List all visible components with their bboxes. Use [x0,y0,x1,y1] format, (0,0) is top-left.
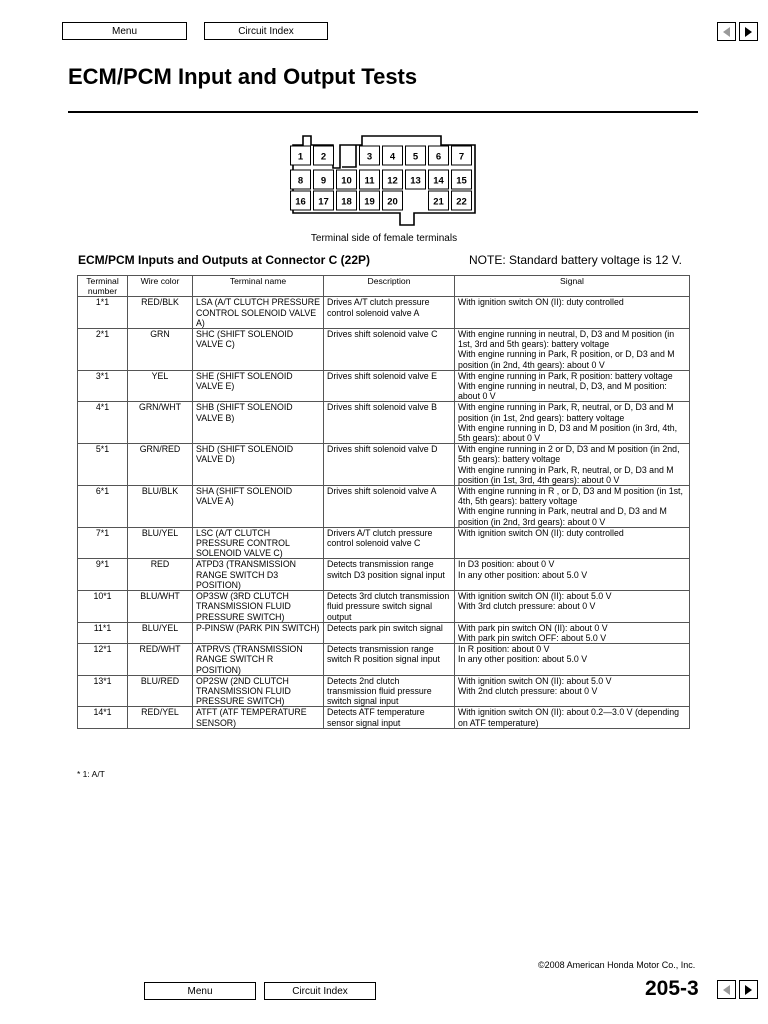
table-row [78,329,690,371]
connector-pin-label: 6 [435,151,442,163]
cell-terminal-name: SHA (SHIFT SOLENOID VALVE A) [193,486,324,528]
terminal-table [77,275,690,729]
table-row [78,486,690,528]
cell-terminal-name: ATPRVS (TRANSMISSION RANGE SWITCH R POSITION) [193,644,324,676]
cell-terminal-name: ATPD3 (TRANSMISSION RANGE SWITCH D3 POSITION) [193,559,324,591]
cell-terminal-number: 12*1 [78,644,128,676]
connector-caption: Terminal side of female terminals [310,233,458,244]
table-row [78,370,690,402]
connector-pin-label: 7 [458,151,465,163]
connector-pin-label: 4 [389,151,396,163]
cell-terminal-number: 11*1 [78,622,128,643]
table-row [78,591,690,623]
cell-signal: With ignition switch ON (II): about 0.2—3.0 V (depending on ATF temperature) [455,707,690,728]
connector-pin-label: 20 [387,196,398,208]
connector-pin-label: 9 [320,175,327,187]
connector-pin-label: 3 [366,151,373,163]
circuit-index-button[interactable]: Circuit Index [204,22,328,40]
cell-terminal-name: SHC (SHIFT SOLENOID VALVE C) [193,329,324,371]
cell-terminal-name: ATFT (ATF TEMPERATURE SENSOR) [193,707,324,728]
cell-description: Detects ATF temperature sensor signal input [324,707,455,728]
cell-terminal-name: P-PINSW (PARK PIN SWITCH) [193,622,324,643]
cell-terminal-number: 6*1 [78,486,128,528]
cell-description: Detects 2nd clutch transmission fluid pressure switch signal input [324,675,455,707]
menu-button-bottom[interactable]: Menu [144,982,256,1000]
table-header-row [78,276,690,297]
cell-wire-color: GRN [128,329,193,371]
connector-pin-label: 18 [341,196,352,208]
menu-button[interactable]: Menu [62,22,187,40]
connector-pin-label: 21 [433,196,444,208]
cell-terminal-number: 5*1 [78,444,128,486]
cell-terminal-number: 14*1 [78,707,128,728]
connector-pin-label: 5 [412,151,419,163]
cell-description: Detects transmission range switch R position signal input [324,644,455,676]
cell-wire-color: GRN/RED [128,444,193,486]
cell-signal: With engine running in Park, R position: battery voltage With engine running in neutral, D, D3, and M position: about 0 V [455,370,690,402]
connector-pin-label: 8 [297,175,304,187]
cell-description: Drives shift solenoid valve A [324,486,455,528]
page-number: 205-3 [645,977,699,1000]
connector-pin-label: 12 [387,175,398,187]
cell-description: Drives shift solenoid valve D [324,444,455,486]
cell-signal: With ignition switch ON (II): about 5.0 V With 2nd clutch pressure: about 0 V [455,675,690,707]
table-row [78,707,690,728]
cell-wire-color: RED/YEL [128,707,193,728]
cell-terminal-name: LSA (A/T CLUTCH PRESSURE CONTROL SOLENOID VALVE A) [193,297,324,329]
header-signal: Signal [455,276,690,297]
cell-description: Drivers A/T clutch pressure control solenoid valve C [324,527,455,559]
cell-terminal-name: SHB (SHIFT SOLENOID VALVE B) [193,402,324,444]
copyright: ©2008 American Honda Motor Co., Inc. [538,960,696,970]
cell-signal: With ignition switch ON (II): duty controlled [455,297,690,329]
cell-wire-color: BLU/BLK [128,486,193,528]
next-page-button[interactable] [739,22,758,41]
table-row [78,675,690,707]
cell-wire-color: RED/WHT [128,644,193,676]
cell-signal: With engine running in 2 or D, D3 and M position (in 2nd, 5th gears): battery voltage With engine running in Park, R, neutral, or D, D3 and M position (in 1st, 3rd, 4th gears): about 0 V [455,444,690,486]
table-row [78,644,690,676]
connector-pin-label: 15 [456,175,467,187]
table-row [78,402,690,444]
cell-terminal-number: 9*1 [78,559,128,591]
cell-description: Detects 3rd clutch transmission fluid pressure switch signal output [324,591,455,623]
header-terminal-name: Terminal name [193,276,324,297]
cell-terminal-name: SHD (SHIFT SOLENOID VALVE D) [193,444,324,486]
cell-terminal-name: SHE (SHIFT SOLENOID VALVE E) [193,370,324,402]
circuit-index-button-bottom[interactable]: Circuit Index [264,982,376,1000]
cell-signal: With engine running in neutral, D, D3 and M position (in 1st, 3rd and 5th gears): battery voltage With engine running in Park, R position, or D, D3 and M position (in 2nd, 4th gears): about 0 V [455,329,690,371]
connector-pin-label: 10 [341,175,352,187]
header-wire-color: Wire color [128,276,193,297]
table-row [78,297,690,329]
footnote: * 1: A/T [77,769,105,779]
cell-description: Drives A/T clutch pressure control solenoid valve A [324,297,455,329]
connector-diagram [290,132,480,228]
table-row [78,527,690,559]
voltage-note: NOTE: Standard battery voltage is 12 V. [469,253,683,267]
cell-signal: In D3 position: about 0 V In any other position: about 5.0 V [455,559,690,591]
cell-wire-color: RED [128,559,193,591]
cell-terminal-number: 7*1 [78,527,128,559]
cell-description: Detects park pin switch signal [324,622,455,643]
connector-pin-label: 14 [433,175,444,187]
cell-terminal-number: 1*1 [78,297,128,329]
cell-terminal-number: 13*1 [78,675,128,707]
page-title: ECM/PCM Input and Output Tests [68,64,418,89]
arrow-right-icon [745,27,752,37]
cell-terminal-number: 2*1 [78,329,128,371]
connector-pin-label: 1 [297,151,304,163]
header-terminal-number: Terminal number [78,276,128,297]
connector-pin-label: 2 [320,151,327,163]
cell-description: Drives shift solenoid valve C [324,329,455,371]
cell-wire-color: BLU/WHT [128,591,193,623]
cell-terminal-number: 3*1 [78,370,128,402]
cell-description: Detects transmission range switch D3 position signal input [324,559,455,591]
cell-terminal-number: 4*1 [78,402,128,444]
cell-wire-color: YEL [128,370,193,402]
table-row [78,444,690,486]
connector-pin-label: 13 [410,175,421,187]
next-page-button-bottom[interactable] [739,980,758,999]
previous-page-button-bottom[interactable] [717,980,736,999]
cell-terminal-name: OP2SW (2ND CLUTCH TRANSMISSION FLUID PRESSURE SWITCH) [193,675,324,707]
cell-wire-color: RED/BLK [128,297,193,329]
cell-terminal-name: OP3SW (3RD CLUTCH TRANSMISSION FLUID PRESSURE SWITCH) [193,591,324,623]
connector-pin-label: 11 [364,175,375,187]
cell-signal: With engine running in Park, R, neutral, or D, D3 and M position (in 1st, 2nd gears): battery voltage With engine running in D, D3 and M position (in 3rd, 4th, 5th gears): about 0 V [455,402,690,444]
previous-page-button[interactable] [717,22,736,41]
title-divider [68,111,698,113]
cell-description: Drives shift solenoid valve B [324,402,455,444]
header-description: Description [324,276,455,297]
cell-signal: With ignition switch ON (II): duty controlled [455,527,690,559]
arrow-right-icon [745,985,752,995]
section-heading: ECM/PCM Inputs and Outputs at Connector C (22P) [78,253,371,267]
cell-terminal-number: 10*1 [78,591,128,623]
cell-signal: In R position: about 0 V In any other position: about 5.0 V [455,644,690,676]
connector-pin-label: 22 [456,196,467,208]
arrow-left-icon [723,985,730,995]
cell-terminal-name: LSC (A/T CLUTCH PRESSURE CONTROL SOLENOID VALVE C) [193,527,324,559]
connector-pin-label: 16 [295,196,306,208]
cell-wire-color: BLU/YEL [128,622,193,643]
cell-signal: With engine running in R , or D, D3 and M position (in 1st, 4th, 5th gears): battery voltage With engine running in Park, neutral and D, D3 and M position (in 2nd, 3rd gears): about 0 V [455,486,690,528]
cell-signal: With park pin switch ON (II): about 0 V With park pin switch OFF: about 5.0 V [455,622,690,643]
table-row [78,622,690,643]
cell-description: Drives shift solenoid valve E [324,370,455,402]
table-row [78,559,690,591]
cell-wire-color: BLU/RED [128,675,193,707]
cell-wire-color: BLU/YEL [128,527,193,559]
cell-wire-color: GRN/WHT [128,402,193,444]
connector-pin-label: 19 [364,196,375,208]
connector-pin-label: 17 [318,196,329,208]
cell-signal: With ignition switch ON (II): about 5.0 V With 3rd clutch pressure: about 0 V [455,591,690,623]
arrow-left-icon [723,27,730,37]
